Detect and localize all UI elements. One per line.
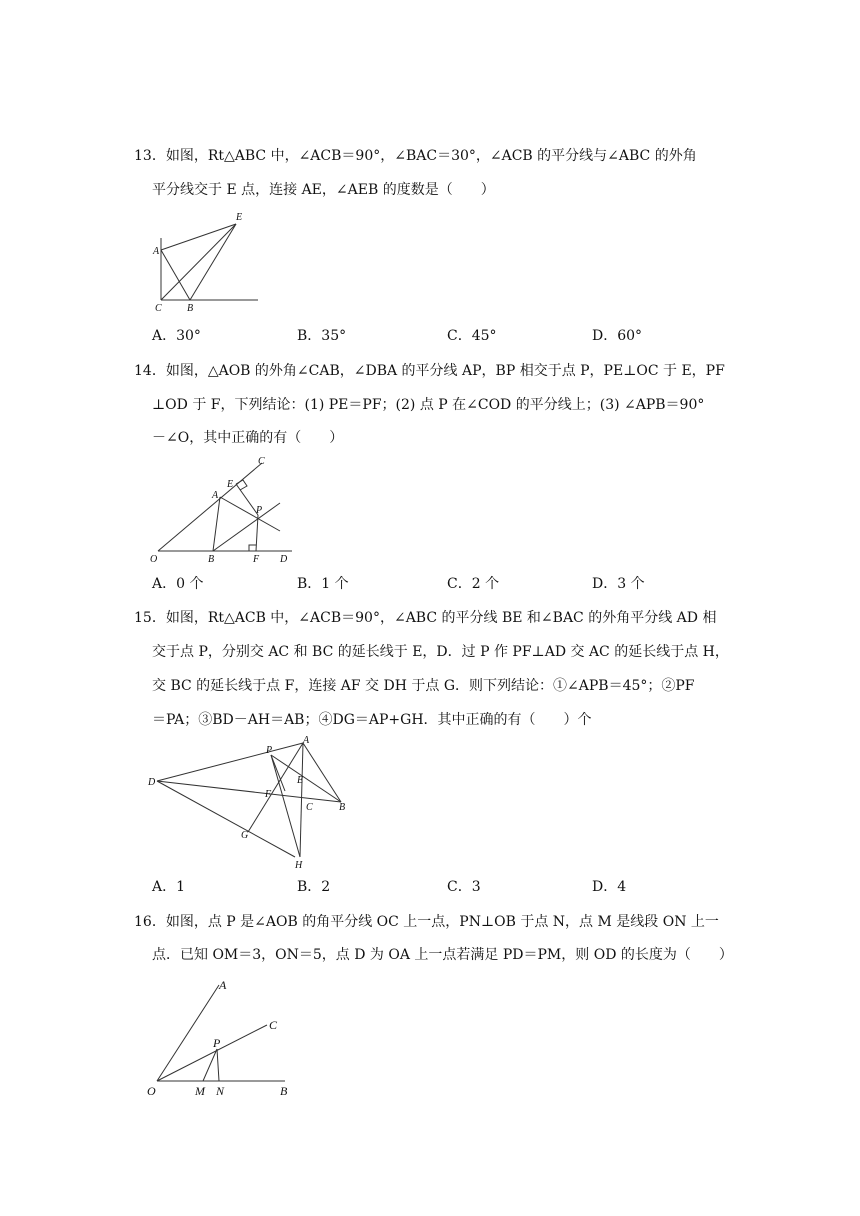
q14-option-a[interactable]: A．0 个 — [152, 576, 204, 592]
q13-option-a[interactable]: A．30° — [152, 328, 201, 344]
q16-line-2: 点．已知 OM＝3，ON＝5，点 D 为 OA 上一点若满足 PD＝PM，则 OD 的长度为（ ） — [152, 947, 733, 963]
q15-option-d[interactable]: D．4 — [592, 879, 627, 895]
q13-label-e: E — [236, 212, 243, 223]
q15-label-b: B — [339, 802, 346, 813]
q15-label-p: P — [266, 745, 273, 756]
q16-label-o: O — [147, 1084, 156, 1098]
q13-label-a: A — [153, 246, 160, 257]
q13-label-c: C — [155, 303, 162, 314]
q14-option-b[interactable]: B．1 个 — [297, 576, 349, 592]
q13-label-b: B — [187, 303, 194, 314]
q14-option-d[interactable]: D．3 个 — [592, 576, 645, 592]
q14-figure — [150, 455, 310, 570]
q15-line-1: 15．如图，Rt△ACB 中，∠ACB＝90°，∠ABC 的平分线 BE 和∠BAC 的外角平分线 AD 相 — [134, 610, 717, 626]
q13-option-b[interactable]: B．35° — [297, 328, 347, 344]
q14-label-c: C — [258, 456, 265, 467]
q14-label-a: A — [212, 490, 219, 501]
q15-option-a[interactable]: A．1 — [152, 879, 186, 895]
q16-figure — [145, 975, 305, 1100]
q15-label-a: A — [303, 735, 310, 746]
q15-label-c: C — [306, 802, 313, 813]
q15-line-4: ＝PA；③BD－AH＝AB；④DG＝AP+GH．其中正确的有（ ）个 — [152, 712, 592, 728]
q15-option-c[interactable]: C．3 — [447, 879, 481, 895]
q14-line-1: 14．如图，△AOB 的外角∠CAB，∠DBA 的平分线 AP，BP 相交于点 P，PE⊥OC 于 E，PF — [134, 363, 725, 379]
q16-label-m: M — [195, 1084, 205, 1098]
q16-label-p: P — [213, 1036, 221, 1050]
q13-option-d[interactable]: D．60° — [592, 328, 643, 344]
q15-line-2: 交于点 P，分别交 AC 和 BC 的延长线于 E，D．过 P 作 PF⊥AD 交 AC 的延长线于点 H， — [152, 644, 729, 660]
q14-line-2: ⊥OD 于 F，下列结论：(1) PE＝PF；(2) 点 P 在∠COD 的平分线上；(3) ∠APB＝90° — [152, 397, 705, 413]
q15-label-g: G — [241, 830, 249, 841]
q15-label-f: F — [265, 789, 272, 800]
q15-option-b[interactable]: B．2 — [297, 879, 331, 895]
q14-label-e: E — [227, 479, 234, 490]
q13-line-1: 13．如图，Rt△ABC 中，∠ACB＝90°，∠BAC＝30°，∠ACB 的平分线与∠ABC 的外角 — [134, 148, 697, 164]
q14-label-p: P — [256, 505, 263, 516]
q16-line-1: 16．如图，点 P 是∠AOB 的角平分线 OC 上一点，PN⊥OB 于点 N，点 M 是线段 ON 上一 — [134, 914, 719, 930]
q14-label-b: B — [208, 554, 215, 565]
q15-label-h: H — [295, 860, 303, 871]
q16-label-n: N — [216, 1084, 225, 1098]
q16-label-a: A — [219, 978, 227, 992]
q16-label-b: B — [280, 1084, 288, 1098]
q14-line-3: －∠O，其中正确的有（ ） — [152, 430, 344, 446]
q15-label-e: E — [297, 775, 304, 786]
q15-figure — [145, 735, 360, 870]
q14-option-c[interactable]: C．2 个 — [447, 576, 500, 592]
q13-figure — [150, 210, 270, 315]
q14-label-d: D — [280, 554, 288, 565]
q14-label-o: O — [150, 554, 158, 565]
q13-option-c[interactable]: C．45° — [447, 328, 497, 344]
q13-line-2: 平分线交于 E 点，连接 AE，∠AEB 的度数是（ ） — [152, 182, 495, 198]
q15-line-3: 交 BC 的延长线于点 F，连接 AF 交 DH 于点 G．则下列结论：①∠APB＝45°；②PF — [152, 678, 695, 694]
q15-label-d: D — [148, 777, 156, 788]
q14-label-f: F — [253, 554, 260, 565]
q16-label-c: C — [269, 1018, 278, 1032]
